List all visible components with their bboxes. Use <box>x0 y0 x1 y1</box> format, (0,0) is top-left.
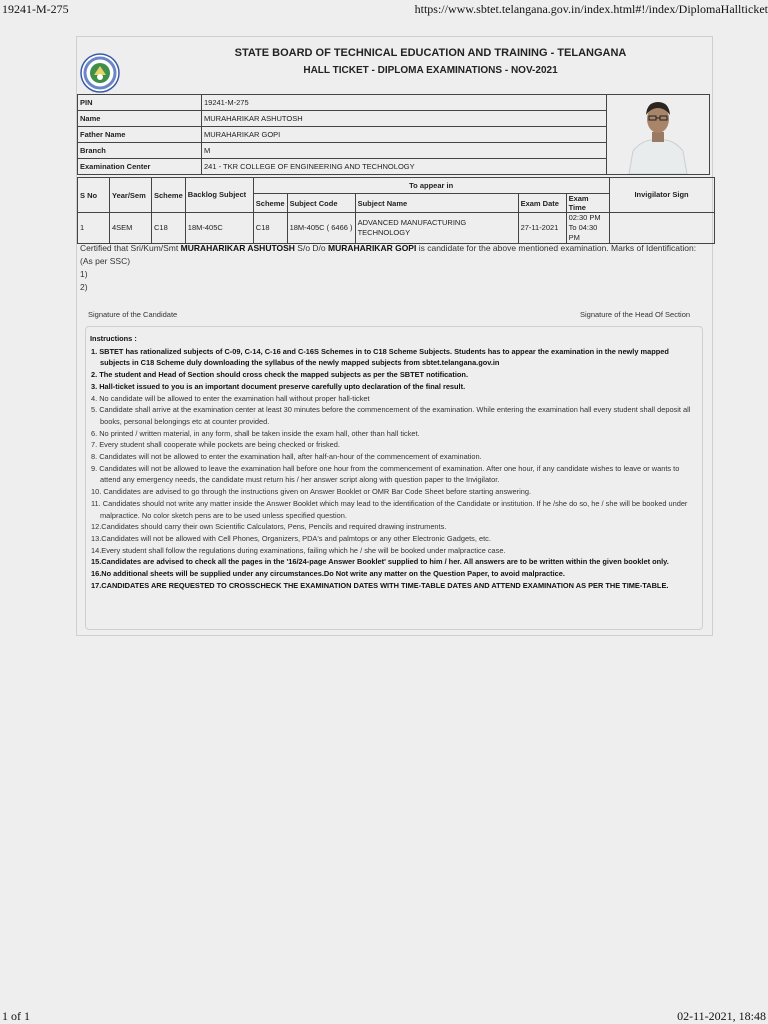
cert-candidate-name: MURAHARIKAR ASHUTOSH <box>180 243 295 253</box>
instruction-item: 6. No printed / written material, in any form, shall be taken inside the exam hall, other than hall ticket. <box>91 428 420 438</box>
instruction-item: 16.No additional sheets will be supplied under any circumstances.Do Not write any matter on the Question Paper, to avoid malpractice. <box>91 569 565 579</box>
board-title: STATE BOARD OF TECHNICAL EDUCATION AND TRAINING - TELANGANA <box>234 47 627 59</box>
table-row <box>78 213 715 244</box>
col-header-backlog: Backlog Subject <box>185 178 253 213</box>
cell-scheme2: C18 <box>253 213 287 244</box>
identification-mark-1: 1) <box>80 269 88 279</box>
instruction-item: 17.CANDIDATES ARE REQUESTED TO CROSSCHECK THE EXAMINATION DATES WITH TIME-TABLE DATES AND ATTEND EXAMINATION AS PER THE TIME-TABLE. <box>91 580 669 590</box>
exam-schedule-table <box>77 177 715 244</box>
instruction-item: 12.Candidates should carry their own Scientific Calculators, Pens, Pencils and required drawing instruments. <box>91 522 447 532</box>
instruction-item: 4. No candidate will be allowed to enter the examination hall without proper hall-ticket <box>91 393 370 403</box>
hall-ticket-subtitle: HALL TICKET - DIPLOMA EXAMINATIONS - NOV-2021 <box>303 65 558 76</box>
instruction-item: 2. The student and Head of Section should cross check the mapped subjects as per the SBTET notification. <box>91 370 468 380</box>
certificate-text <box>80 242 705 294</box>
col-header-exam-date: Exam Date <box>518 194 566 213</box>
cell-sno: 1 <box>78 213 110 244</box>
col-header-scheme2: Scheme <box>253 194 287 213</box>
person-photo-icon <box>607 95 709 174</box>
info-label: Name <box>78 111 202 127</box>
instruction-item: 1. SBTET has rationalized subjects of C-09, C-14, C-16 and C-16S Schemes in to C18 Scheme Subjects. Students has to appear the examination in the newly mapped subjects in C18 Scheme duly downloading the syllabus of the newly mapped subjects from sbtet.telangana.gov.in <box>91 346 669 368</box>
instructions-heading: Instructions : <box>90 334 137 343</box>
col-header-invigilator: Invigilator Sign <box>609 178 714 213</box>
print-footer-datetime: 02-11-2021, 18:48 <box>677 1009 766 1023</box>
info-label: Branch <box>78 143 202 159</box>
instruction-item: 11. Candidates should not write any matter inside the Answer Booklet which may lead to the identification of the Candidate or institution. If he /she do so, he / she will be booked under malpractice. No color sketch pens are to be used unless specified question. <box>91 498 688 520</box>
cell-backlog: 18M-405C <box>185 213 253 244</box>
candidate-info-table <box>77 94 608 175</box>
identification-mark-2: 2) <box>80 282 88 292</box>
instruction-item: 7. Every student shall cooperate while pockets are being checked or frisked. <box>91 440 340 450</box>
instruction-item: 13.Candidates will not be allowed with Cell Phones, Organizers, PDA's and palmtops or any other Electronic Gadgets, etc. <box>91 533 491 543</box>
cert-text-2: S/o D/o <box>297 243 326 253</box>
info-value: M <box>202 143 608 159</box>
instruction-item: 5. Candidate shall arrive at the examination center at least 30 minutes before the commencement of the examination. While entering the examination hall every student shall deposit all books, personal belongings etc at counter provided. <box>91 405 691 426</box>
info-label: Father Name <box>78 127 202 143</box>
info-row-exam-center <box>78 159 608 175</box>
col-header-scheme: Scheme <box>152 178 186 213</box>
info-label: PIN <box>78 95 202 111</box>
print-header-pin: 19241-M-275 <box>2 2 69 16</box>
info-row-branch <box>78 143 608 159</box>
cert-father-name: MURAHARIKAR GOPI <box>328 243 417 253</box>
head-signature-label: Signature of the Head Of Section <box>580 310 691 319</box>
instructions-list <box>90 333 700 591</box>
cell-exam-date: 27-11-2021 <box>518 213 566 244</box>
info-row-name <box>78 111 608 127</box>
cell-subject-code: 18M-405C ( 6466 ) <box>287 213 355 244</box>
instruction-item: 3. Hall-ticket issued to you is an important document preserve carefully upto declaration of the final result. <box>91 381 466 391</box>
candidate-signature-label: Signature of the Candidate <box>88 310 178 319</box>
col-header-exam-time: Exam Time <box>566 194 609 213</box>
info-label: Examination Center <box>78 159 202 175</box>
cell-subject-name: ADVANCED MANUFACTURING TECHNOLOGY <box>355 213 518 244</box>
cert-text-1: Certified that Sri/Kum/Smt <box>80 243 179 253</box>
print-footer-page: 1 of 1 <box>2 1009 30 1023</box>
print-header-url: https://www.sbtet.telangana.gov.in/index.html#!/index/DiplomaHallticket <box>414 2 768 16</box>
info-value: MURAHARIKAR GOPI <box>202 127 608 143</box>
col-header-yearsem: Year/Sem <box>110 178 152 213</box>
sbtet-logo-icon <box>80 53 120 93</box>
instruction-item: 14.Every student shall follow the regulations during examinations, failing which he / she will be booked under malpractice case. <box>91 545 506 555</box>
col-header-subject-code: Subject Code <box>287 194 355 213</box>
col-header-to-appear: To appear in <box>253 178 609 194</box>
instruction-item: 8. Candidates will not be allowed to enter the examination hall, after half-an-hour of the commencement of examination. <box>91 452 482 462</box>
candidate-photo <box>606 94 710 175</box>
info-value: 241 - TKR COLLEGE OF ENGINEERING AND TECHNOLOGY <box>202 159 608 175</box>
instruction-item: 10. Candidates are advised to go through the instructions given on Answer Booklet or OMR Bar Code Sheet before starting answering. <box>91 487 531 497</box>
cell-yearsem: 4SEM <box>110 213 152 244</box>
info-value: MURAHARIKAR ASHUTOSH <box>202 111 608 127</box>
col-header-sno: S No <box>78 178 110 213</box>
cell-scheme: C18 <box>152 213 186 244</box>
cert-text-3: is candidate for the above mentioned examination. Marks of Identification: (As per SSC) <box>80 243 697 266</box>
info-value: 19241-M-275 <box>202 95 608 111</box>
instruction-item: 15.Candidates are advised to check all the pages in the '16/24-page Answer Booklet' supplied to him / her. All answers are to be written within the given booklet only. <box>91 557 669 567</box>
cell-exam-time: 02:30 PM To 04:30 PM <box>566 213 609 244</box>
info-row-pin <box>78 95 608 111</box>
info-row-father-name <box>78 127 608 143</box>
col-header-subject-name: Subject Name <box>355 194 518 213</box>
cell-invigilator-sign <box>609 213 714 244</box>
instruction-item: 9. Candidates will not be allowed to leave the examination hall before one hour from the commencement of examination. After one hour, if any candidate wishes to leave or wants to attend any emergency needs, the candidate must return his / her answer script along with question paper to the Invigilator. <box>91 463 680 485</box>
